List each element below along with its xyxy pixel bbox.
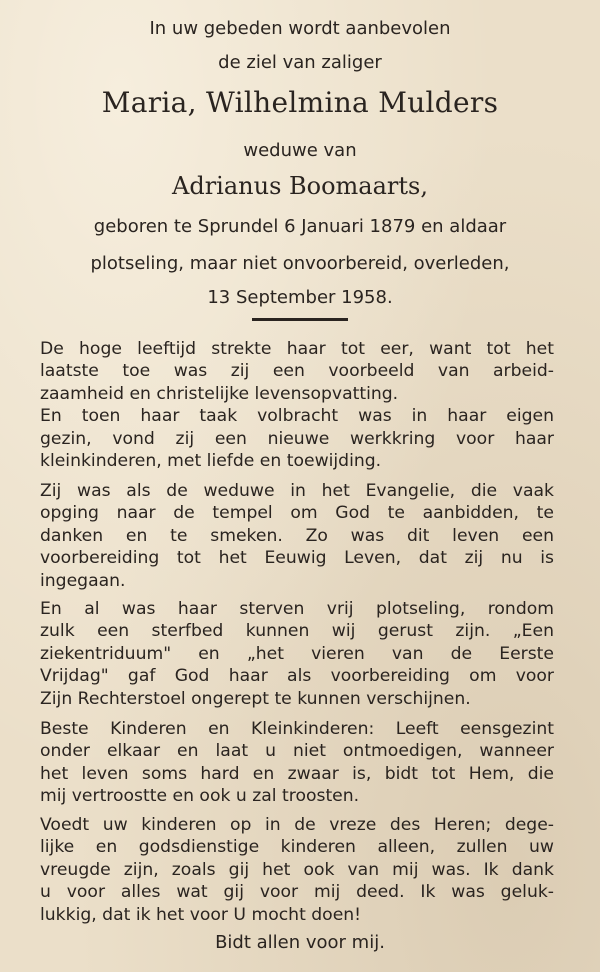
text-line: opging naar de tempel om God te aanbidden, te [40, 503, 554, 524]
text-line: gezin, vond zij een nieuwe werkkring voor haar [40, 428, 554, 449]
text-line: laatste toe was zij een voorbeeld van arbeid- [40, 361, 554, 382]
text-line: zaamheid en christelijke levensopvatting. [40, 383, 399, 404]
paragraph-2 [40, 480, 554, 592]
paragraph-4 [40, 718, 554, 808]
divider-rule [252, 318, 348, 321]
text-line: En al was haar sterven vrij plotseling, rondom [40, 599, 554, 619]
intro-line-2: de ziel van zaliger [218, 52, 382, 73]
widow-of-line: weduwe van [243, 140, 357, 161]
text-line: mij vertroostte en ook u zal troosten. [40, 786, 360, 807]
intro-line: In uw gebeden wordt aanbevolen [149, 18, 451, 39]
text-line: zulk een sterfbed kunnen wij gerust zijn. „Een [40, 621, 554, 642]
husband-name: Adrianus Boomaarts, [172, 172, 428, 200]
death-date: 13 September 1958. [207, 287, 393, 308]
text-line: kleinkinderen, met liefde en toewijding. [40, 451, 382, 472]
text-line: De hoge leeftijd strekte haar tot eer, want tot het [40, 339, 554, 359]
text-line: voorbereiding tot het Eeuwig Leven, dat zij nu is [40, 548, 554, 569]
text-line: Zij was als de weduwe in het Evangelie, die vaak [40, 481, 554, 501]
text-line: vreugde zijn, zoals gij het ook van mij was. Ik dank [40, 859, 554, 880]
deceased-name: Maria, Wilhelmina Mulders [101, 86, 499, 119]
text-line: Vrijdag" gaf God haar als voorbereiding om voor [40, 666, 554, 687]
text-line: ziekentriduum" en „het vieren van de Eerste [40, 643, 554, 664]
closing-prayer: Bidt allen voor mij. [215, 932, 385, 953]
text-line: Voedt uw kinderen op in de vreze des Heren; dege- [40, 815, 554, 835]
text-line: danken en te smeken. Zo was dit leven een [40, 525, 554, 546]
text-line: ingegaan. [40, 570, 126, 591]
paragraph-3 [40, 598, 554, 710]
paragraph-1 [40, 338, 554, 472]
text-line: Zijn Rechterstoel ongerept te kunnen verschijnen. [40, 688, 471, 709]
text-line: Beste Kinderen en Kleinkinderen: Leeft eensgezint [40, 719, 554, 739]
birth-line: geboren te Sprundel 6 Januari 1879 en aldaar [93, 216, 507, 237]
text-line: het leven soms hard en zwaar is, bidt tot Hem, die [40, 763, 554, 784]
text-line: u voor alles wat gij voor mij deed. Ik was geluk- [40, 882, 554, 903]
text-line: onder elkaar en laat u niet ontmoedigen, wanneer [40, 741, 554, 762]
text-line: lukkig, dat ik het voor U mocht doen! [40, 904, 362, 925]
text-line: En toen haar taak volbracht was in haar eigen [40, 406, 554, 427]
text-line: lijke en godsdienstige kinderen alleen, zullen uw [40, 837, 554, 858]
paragraph-5 [40, 814, 554, 926]
death-line: plotseling, maar niet onvoorbereid, overleden, [90, 253, 510, 274]
